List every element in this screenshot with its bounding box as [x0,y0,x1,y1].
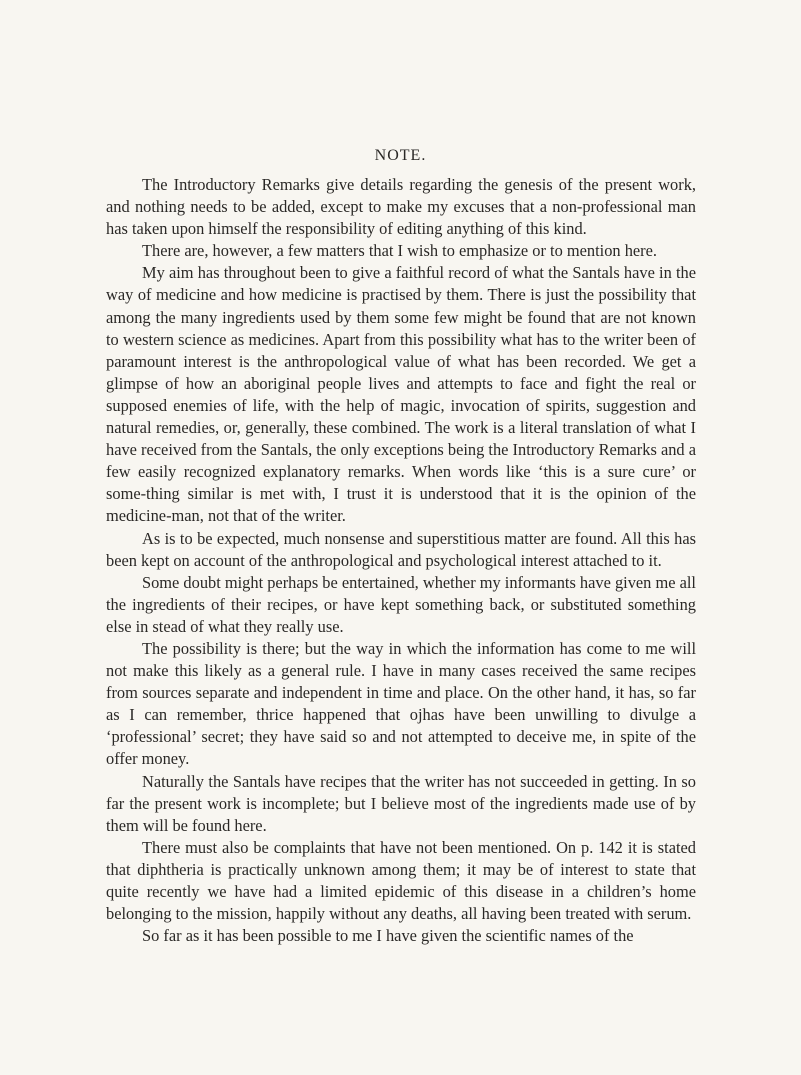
paragraph-possibility: The possibility is there; but the way in which the information has come to me will not make this likely as a general rule. I have in many cases received the same recipes from sources separate and independent in time and place. On the other hand, it has, so far as I can remember, thrice happened that ojhas have been unwilling to divulge a ‘professional’ secret; they have said so and not attempted to deceive me, in spite of the offer money. [106,638,696,769]
paragraph-nonsense-and-superstition: As is to be expected, much nonsense and superstitious matter are found. All this has been kept on account of the anthropological and psychological interest attached to it. [106,528,696,570]
page-title: NOTE. [374,147,427,164]
body-text [106,174,696,947]
paragraph-matters-to-emphasize: There are, however, a few matters that I wish to emphasize or to mention here. [142,241,657,261]
paragraph-incomplete: Naturally the Santals have recipes that the writer has not succeeded in getting. In so far the present work is incomplete; but I believe most of the ingredients made use of by them will be found here. [106,771,696,835]
paragraph-complaints: There must also be complaints that have not been mentioned. On p. 142 it is stated that diphtheria is practically unknown among them; it may be of interest to state that quite recently we have had a limited epidemic of this disease in a children’s home belonging to the mission, happily without any deaths, all having been treated with serum. [106,837,696,924]
paragraph-doubt: Some doubt might perhaps be entertained, whether my informants have given me all the ingredients of their recipes, or have kept something back, or substituted something else in stead of what they really use. [106,572,696,636]
paragraph-scientific-names: So far as it has been possible to me I have given the scientific names of the [142,926,634,946]
paragraph-introductory-remarks: The Introductory Remarks give details regarding the genesis of the present work, and nothing needs to be added, except to make my excuses that a non-professional man has taken upon himself the responsibility of editing anything of this kind. [106,175,696,239]
paragraph-aim: My aim has throughout been to give a faithful record of what the Santals have in the way of medicine and how medicine is practised by them. There is just the possibility that among the many ingredients used by them some few might be found that are not known to western science as medicines. Apart from this possibility what has to the writer been of paramount interest is the anthropological value of what has been recorded. We get a glimpse of how an aboriginal people lives and attempts to face and fight the real or supposed enemies of life, with the help of magic, invocation of spirits, suggestion and natural remedies, or, generally, these combined. The work is a literal translation of what I have received from the Santals, the only exceptions being the Introductory Remarks and a few easily recognized explanatory remarks. When words like ‘this is a sure cure’ or some-thing similar is met with, I trust it is understood that it is the opinion of the medicine-man, not that of the writer. [106,263,696,526]
